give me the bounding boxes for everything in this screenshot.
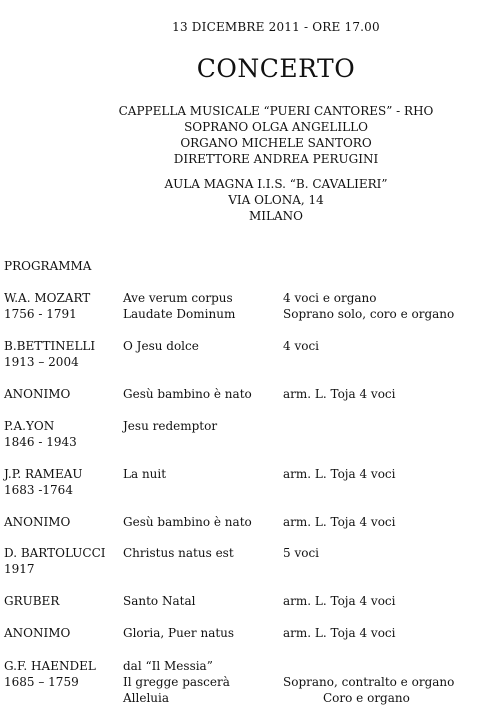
performance-notes-line: arm. L. Toja 4 voci [283,467,396,481]
performance-notes-line: Coro e organo [323,691,410,705]
performer-line: ORGANO MICHELE SANTORO [180,136,372,150]
performance-notes-line: arm. L. Toja 4 voci [283,515,396,529]
work-title-line: Gloria, Puer natus [123,626,235,640]
composer [4,625,70,641]
program-row [0,545,479,581]
program-row [0,625,479,661]
performer-line: CAPPELLA MUSICALE “PUERI CANTORES” - RHO [118,104,434,118]
performance-notes [283,290,454,322]
work-title-line: Ave verum corpus [123,291,233,305]
composer-line: P.A.YON [4,419,55,433]
program-row [0,466,479,502]
work-title [123,658,230,706]
composer-line: J.P. RAMEAU [4,467,83,481]
performance-notes-line: arm. L. Toja 4 voci [283,594,396,608]
composer-line: 1846 - 1943 [4,435,77,449]
performer-line: DIRETTORE ANDREA PERUGINI [173,152,379,166]
composer-line: ANONIMO [4,387,71,401]
composer-line: 1756 - 1791 [4,307,77,321]
performer-line: SOPRANO OLGA ANGELILLO [184,120,368,134]
work-title-line: Christus natus est [123,546,234,560]
venue-block [0,176,479,224]
performance-notes-line: Soprano, contralto e organo [283,675,455,689]
performance-notes-line [283,658,454,674]
performance-notes [283,386,396,402]
work-title-line: O Jesu dolce [123,339,199,353]
work-title-line: Santo Natal [123,594,196,608]
composer [4,658,96,690]
work-title [123,290,235,322]
program-row [0,386,479,422]
composer-line: GRUBER [4,594,60,608]
work-title-line: Il gregge pascerà [123,675,230,689]
composer-line: B.BETTINELLI [4,339,96,353]
performance-notes-line: 5 voci [283,546,320,560]
performance-notes [283,658,454,706]
work-title-line: Alleluia [123,691,170,705]
composer-line: ANONIMO [4,515,71,529]
performance-notes-line: Soprano solo, coro e organo [283,307,455,321]
composer [4,593,59,609]
performance-notes-line: 4 voci [283,339,320,353]
performance-notes [283,625,396,641]
composer [4,545,106,577]
program-row [0,593,479,629]
venue-line: VIA OLONA, 14 [228,193,324,207]
work-title [123,593,195,609]
performance-notes [283,338,319,354]
work-title [123,545,234,561]
composer-line: D. BARTOLUCCI [4,546,106,560]
performance-notes [283,466,396,482]
composer [4,338,95,370]
program-row [0,290,479,326]
performance-notes [283,545,319,561]
performance-notes [283,593,396,609]
performance-notes-line: 4 voci e organo [283,291,377,305]
work-title [123,466,166,482]
program-heading: PROGRAMMA [4,259,92,273]
performance-notes-line: arm. L. Toja 4 voci [283,387,396,401]
work-title-line: Gesù bambino è nato [123,387,252,401]
composer [4,514,70,530]
venue-line: AULA MAGNA I.I.S. “B. CAVALIERI” [164,177,388,191]
concert-title: CONCERTO [196,54,356,83]
composer [4,290,90,322]
program-row [0,418,479,454]
work-title [123,625,234,641]
work-title-line: dal “Il Messia” [123,659,213,673]
composer [4,418,77,450]
work-title-line: Laudate Dominum [123,307,236,321]
performance-notes-line: arm. L. Toja 4 voci [283,626,396,640]
composer-line: 1917 [4,562,35,576]
venue-line: MILANO [249,209,303,223]
composer-line: W.A. MOZART [4,291,91,305]
composer-line: 1683 -1764 [4,483,73,497]
performance-notes [283,514,396,530]
performers-block [0,103,479,167]
program-row [0,338,479,374]
composer [4,386,70,402]
work-title [123,338,199,354]
concert-date-time: 13 DICEMBRE 2011 - ORE 17.00 [172,20,380,34]
composer-line: ANONIMO [4,626,71,640]
work-title [123,418,217,434]
work-title [123,514,252,530]
composer-line: G.F. HAENDEL [4,659,96,673]
composer-line: 1685 – 1759 [4,675,79,689]
work-title-line: Gesù bambino è nato [123,515,252,529]
composer-line: 1913 – 2004 [4,355,79,369]
work-title [123,386,252,402]
composer [4,466,83,498]
work-title-line: La nuit [123,467,167,481]
work-title-line: Jesu redemptor [123,419,218,433]
program-row [0,658,479,705]
